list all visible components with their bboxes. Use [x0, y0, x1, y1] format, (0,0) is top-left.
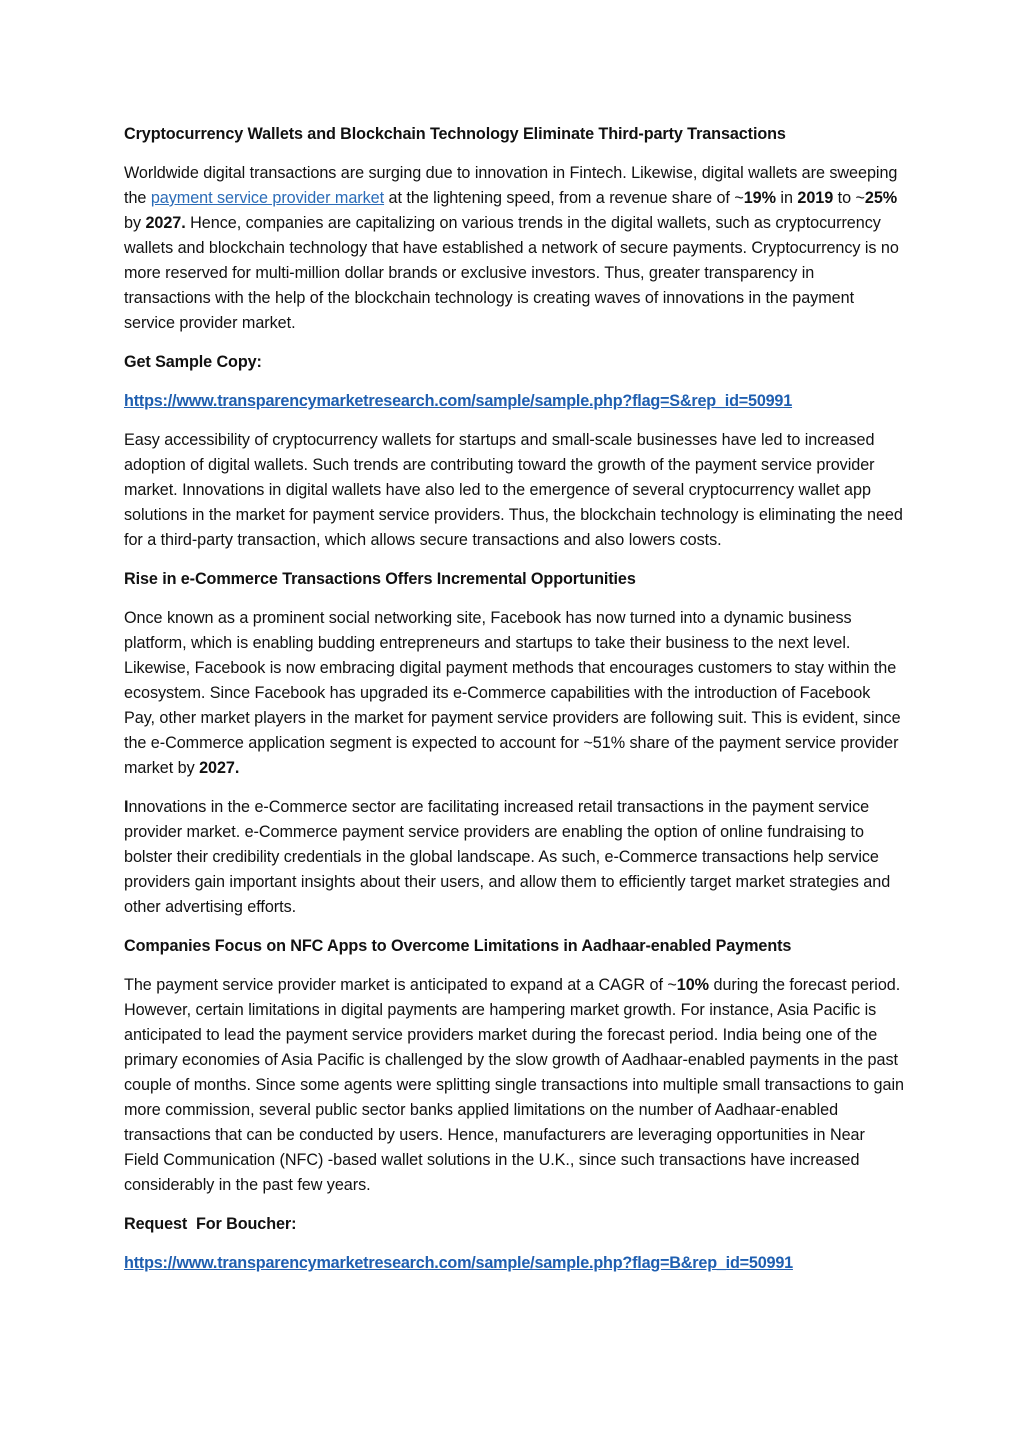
intro-text-4: to ~: [833, 189, 865, 207]
request-boucher-label: [124, 1212, 904, 1237]
paragraph-cagr: [124, 973, 904, 1198]
heading-ecommerce: Rise in e-Commerce Transactions Offers Incremental Opportunities: [124, 570, 636, 588]
intro-text-1: Worldwide digital transactions are surging due to innovation in Fintech. Likewise, digital wallets are sweeping the: [124, 164, 898, 207]
facebook-text: Once known as a prominent social networking site, Facebook has now turned into a dynamic business platform, which is enabling budding entrepreneurs and startups to take their business to the next level. Likewise, Facebook is now embracing digital payment methods that encourages customers to stay within the ecosystem. Since Facebook has upgraded its e-Commerce capabilities with the introduction of Facebook Pay, other market players in the market for payment service providers are following suit. This is evident, since the e-Commerce application segment is expected to account for ~51% share of the payment service provider market by: [124, 609, 901, 777]
sample-copy-label: Get Sample Copy:: [124, 353, 262, 371]
intro-bold-25pct: 25%: [864, 189, 898, 207]
intro-bold-19pct: 19%: [743, 189, 776, 207]
paragraph-ecommerce-innovations: [124, 795, 904, 920]
heading-crypto-wallets: Cryptocurrency Wallets and Blockchain Technology Eliminate Third-party Transactions: [124, 125, 786, 143]
cagr-text-2: during the forecast period. However, certain limitations in digital payments are hampering market growth. For instance, Asia Pacific is anticipated to lead the payment service providers market during the forecast period. India being one of the primary economies of Asia Pacific is challenged by the slow growth of Aadhaar-enabled payments in the past couple of months. Since some agents were splitting single transactions into multiple small transactions to gain more commission, several public sector banks applied limitations on the number of Aadhaar-enabled transactions that can be conducted by users. Hence, manufacturers are leveraging opportunities in Near Field Communication (NFC) -based wallet solutions in the U.K., since such transactions have increased considerably in the past few years.: [124, 976, 904, 1194]
cagr-text-1: The payment service provider market is anticipated to expand at a CAGR of ~: [124, 976, 677, 994]
paragraph-facebook: [124, 606, 904, 781]
paragraph-intro: [124, 161, 904, 336]
request-boucher-text: Request For Boucher:: [124, 1215, 297, 1233]
intro-text-2: at the lightening speed, from a revenue share of ~: [384, 189, 744, 207]
cagr-bold-10pct: 10%: [676, 976, 709, 994]
facebook-bold-2027: 2027.: [199, 759, 240, 777]
innovations-text: nnovations in the e-Commerce sector are facilitating increased retail transactions in the payment service provider market. e-Commerce payment service providers are enabling the option of online fundraising to bolster their credibility credentials in the global landscape. As such, e-Commerce transactions help service providers gain important insights about their users, and allow them to efficiently target market strategies and other advertising efforts.: [124, 798, 891, 916]
intro-text-6: Hence, companies are capitalizing on various trends in the digital wallets, such as cryptocurrency wallets and blockchain technology that have established a network of secure payments. Cryptocurrency is no more reserved for multi-million dollar brands or exclusive investors. Thus, greater transparency in transactions with the help of the blockchain technology is creating waves of innovations in the payment service provider market.: [124, 214, 899, 332]
payment-service-provider-market-link[interactable]: payment service provider market: [150, 189, 385, 207]
paragraph-accessibility: Easy accessibility of cryptocurrency wallets for startups and small-scale businesses have led to increased adoption of digital wallets. Such trends are contributing toward the growth of the payment service provider market. Innovations in digital wallets have also led to the emergence of several cryptocurrency wallet app solutions in the market for payment service providers. Thus, the blockchain technology is eliminating the need for a third-party transaction, which allows secure transactions and also lowers costs.: [124, 431, 903, 549]
intro-bold-2027: 2027.: [145, 214, 186, 232]
intro-text-5: by: [124, 214, 146, 232]
document-page: [124, 122, 904, 1290]
heading-nfc-apps: Companies Focus on NFC Apps to Overcome Limitations in Aadhaar-enabled Payments: [124, 937, 792, 955]
sample-copy-link[interactable]: https://www.transparencymarketresearch.com/sample/sample.php?flag=S&rep_id=50991: [124, 392, 793, 410]
request-boucher-link[interactable]: https://www.transparencymarketresearch.com/sample/sample.php?flag=B&rep_id=50991: [124, 1254, 793, 1272]
intro-bold-2019: 2019: [797, 189, 834, 207]
intro-text-3: in: [775, 189, 798, 207]
innovations-bold-initial: I: [124, 798, 129, 816]
